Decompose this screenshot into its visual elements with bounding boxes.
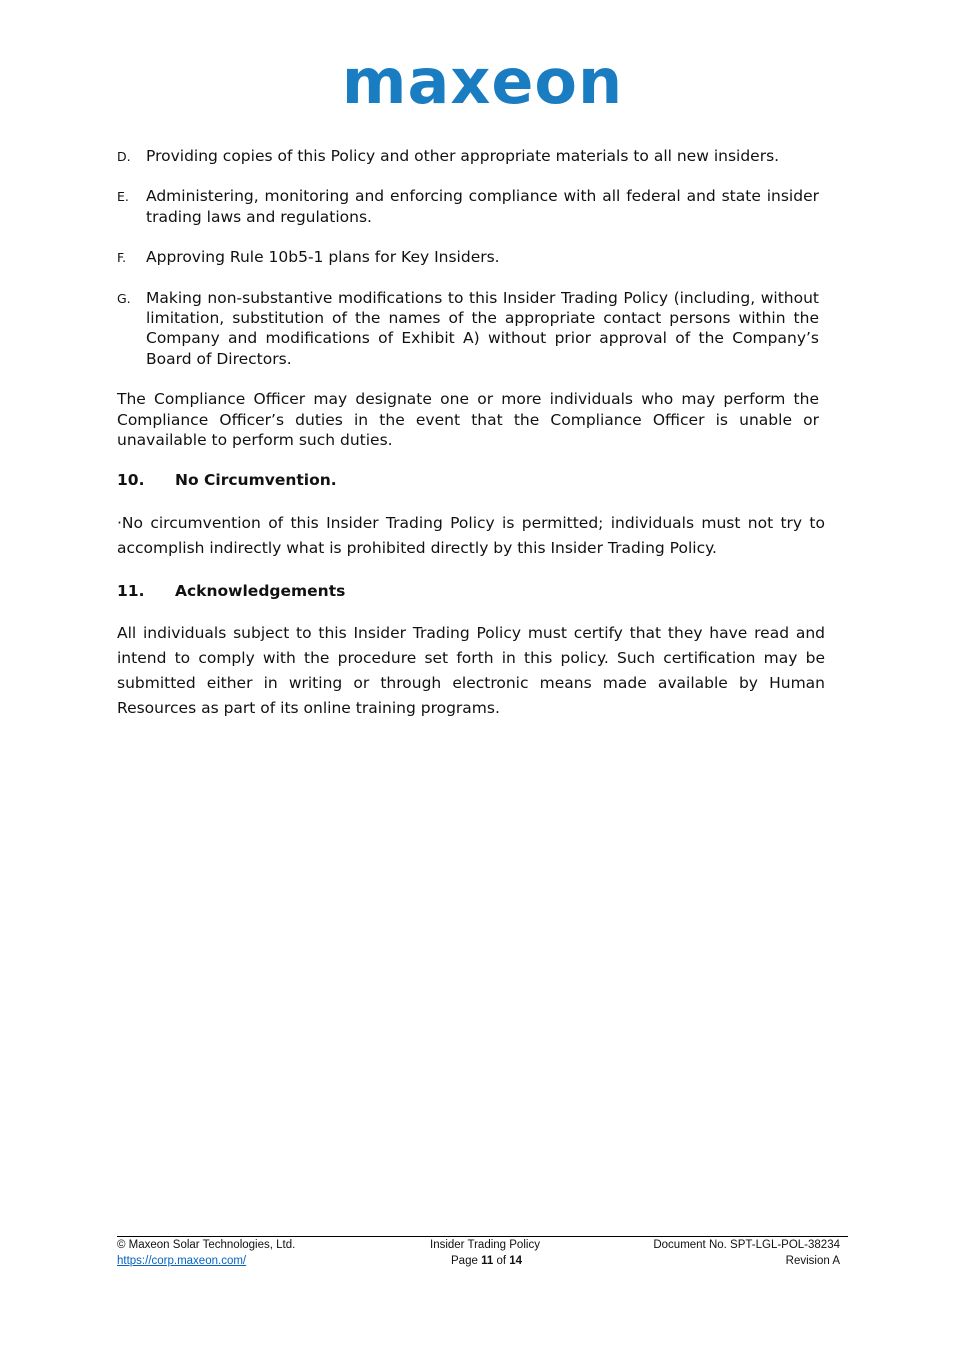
page-prefix: Page <box>451 1255 478 1267</box>
section-title: No Circumvention. <box>175 471 337 490</box>
list-item-e <box>117 186 819 227</box>
list-item-text: Approving Rule 10b5-1 plans for Key Insiders. <box>146 248 500 267</box>
list-item-d <box>117 146 819 166</box>
list-marker: E. <box>117 189 129 205</box>
list-marker: D. <box>117 149 131 164</box>
page-of: of <box>496 1255 507 1267</box>
logo-text: maxeon <box>341 45 624 118</box>
section-10-body: ·No circumvention of this Insider Trading Policy is permitted; individuals must not try to accomplish indirectly what is prohibited directly by this Insider Trading Policy. <box>117 513 825 557</box>
page-footer <box>117 1236 848 1269</box>
footer-row-1 <box>117 1237 848 1253</box>
page-total: 14 <box>509 1255 523 1267</box>
document-body <box>117 146 825 741</box>
page-current: 11 <box>481 1255 494 1267</box>
section-10-heading <box>117 470 819 490</box>
list-item-f <box>117 247 819 267</box>
footer-revision: Revision A <box>785 1255 840 1267</box>
footer-doc-number: Document No. SPT-LGL-POL-38234 <box>653 1239 840 1251</box>
list-item-text: Administering, monitoring and enforcing compliance with all federal and state insider trading laws and regulations. <box>146 187 819 226</box>
compliance-officer-paragraph: The Compliance Officer may designate one or more individuals who may perform the Compliance Officer’s duties in the event that the Compliance Officer is unable or unavailable to perform such duties. <box>117 390 819 450</box>
footer-url-link[interactable]: https://corp.maxeon.com/ <box>117 1255 247 1267</box>
section-11-body: All individuals subject to this Insider Trading Policy must certify that they have read and intend to comply with the procedure set forth in this policy. Such certification may be submitted either in writing or through electronic means made available by Human Resources as part of its online training programs. <box>117 624 825 718</box>
section-number: 10. <box>117 471 145 490</box>
footer-doc-title: Insider Trading Policy <box>430 1239 540 1251</box>
list-item-text: Providing copies of this Policy and other appropriate materials to all new insiders. <box>146 147 780 165</box>
maxeon-logo <box>0 44 965 120</box>
list-item-text: Making non-substantive modifications to this Insider Trading Policy (including, without limitation, substitution of the names of the appropriate contact persons within the Company and modifications of Exhibit A) without prior approval of the Company’s Board of Directors. <box>146 288 819 368</box>
list-marker: G. <box>117 290 131 306</box>
section-11-heading <box>117 581 819 601</box>
footer-row-2 <box>117 1253 848 1269</box>
footer-page-number <box>451 1253 522 1269</box>
list-item-g <box>117 288 819 370</box>
list-marker: F. <box>117 250 127 266</box>
section-number: 11. <box>117 581 145 600</box>
section-title: Acknowledgements <box>175 581 346 600</box>
footer-company: © Maxeon Solar Technologies, Ltd. <box>117 1239 296 1251</box>
